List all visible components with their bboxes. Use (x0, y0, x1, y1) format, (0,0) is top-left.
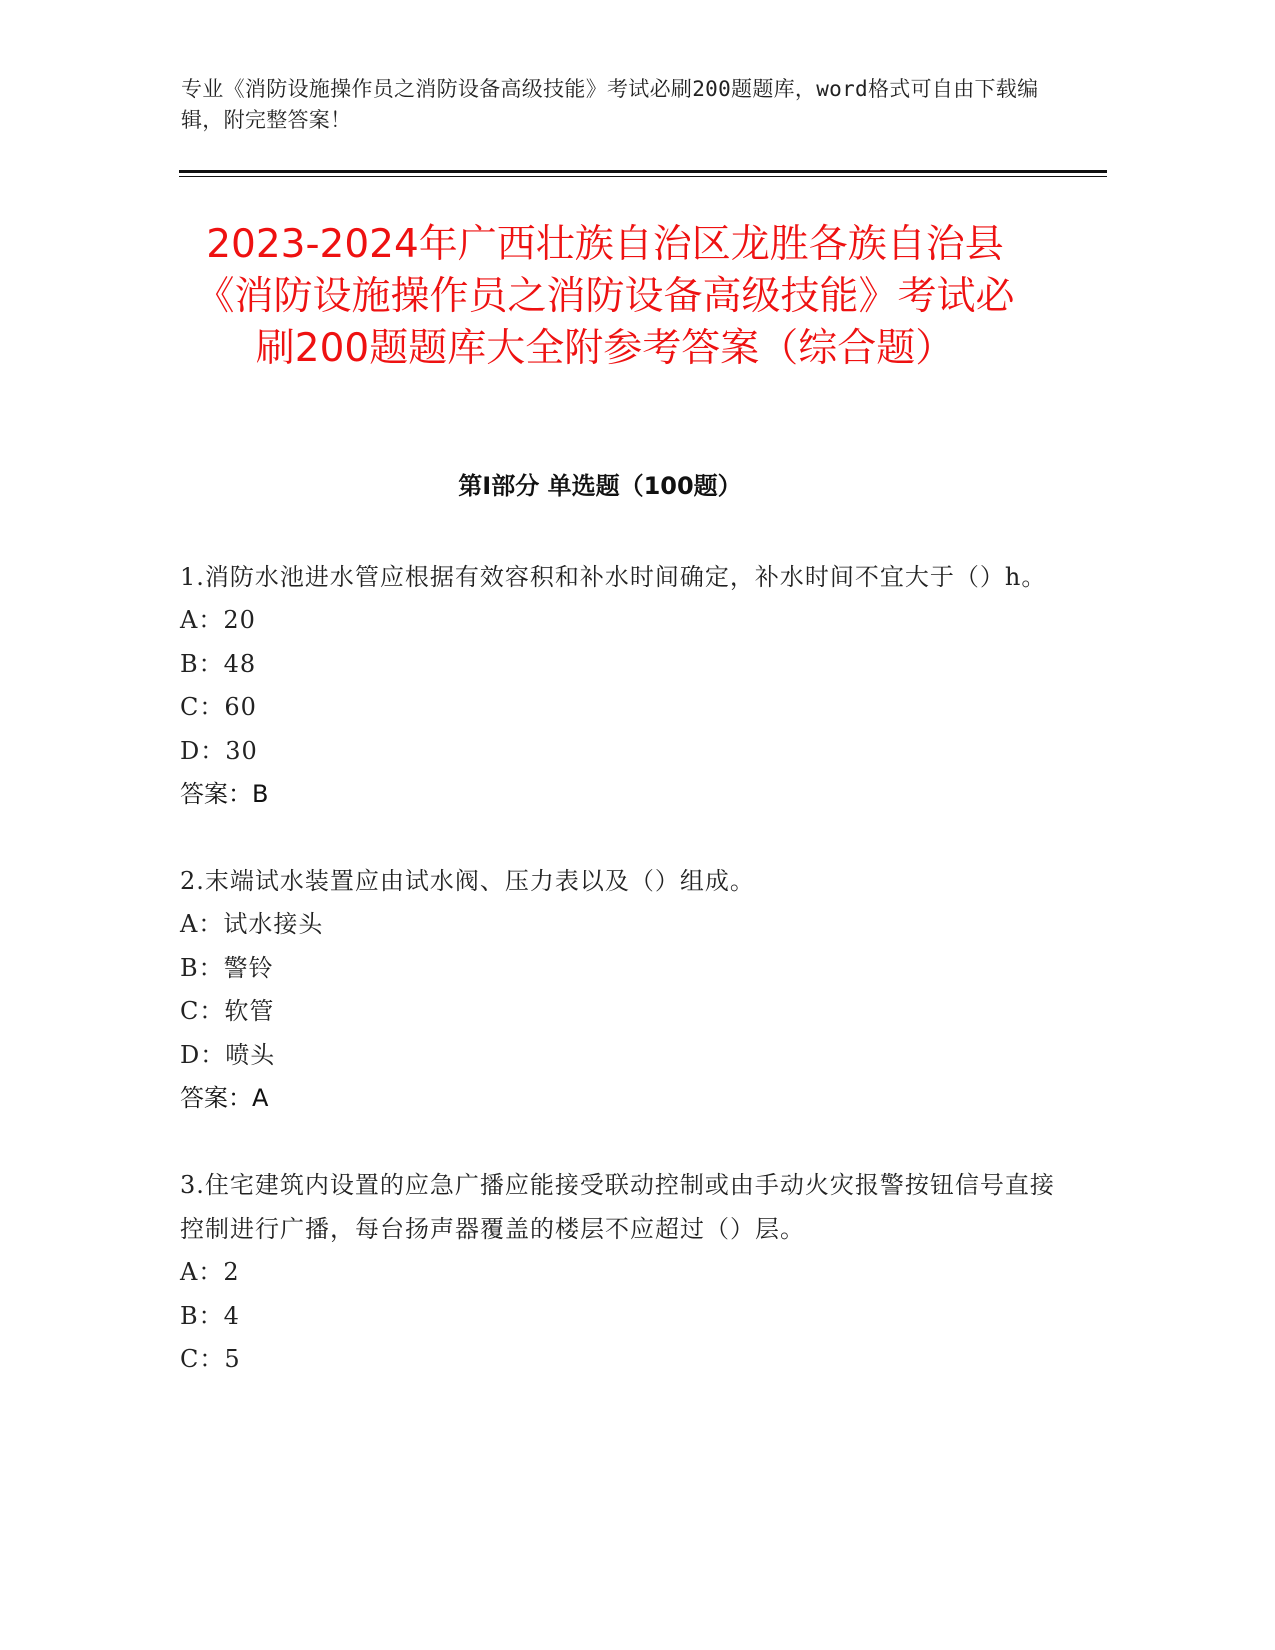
option-a: A：试水接头 (180, 910, 324, 938)
option-c: C：60 (180, 693, 257, 721)
question-stem: 2.末端试水装置应由试水阀、压力表以及（）组成。 (180, 867, 755, 895)
option-a: A：20 (180, 606, 256, 634)
option-b: B：4 (180, 1301, 240, 1330)
option-d: D：喷头 (180, 1040, 276, 1069)
header-divider-thin (179, 176, 1107, 177)
question-stem: 3.住宅建筑内设置的应急广播应能接受联动控制或由手动火灾报警按钮信号直接控制进行广播，每台扬声器覆盖的楼层不应超过（）层。 (180, 1171, 1055, 1243)
question-2 (180, 859, 1060, 1120)
question-1 (180, 555, 1060, 816)
question-3 (180, 1163, 1060, 1382)
option-c: C：5 (180, 1345, 241, 1373)
option-c: C：软管 (180, 997, 275, 1025)
answer-label: 答案：B (180, 780, 269, 808)
header-divider-thick (179, 170, 1107, 173)
document-title: 2023-2024年广西壮族自治区龙胜各族自治县《消防设施操作员之消防设备高级技能》考试必刷200题题库大全附参考答案（综合题） (195, 222, 1015, 371)
header-note: 专业《消防设施操作员之消防设备高级技能》考试必刷200题题库，word格式可自由下载编辑，附完整答案！ (181, 77, 1039, 132)
option-d: D：30 (180, 736, 258, 765)
option-b: B：警铃 (180, 953, 274, 982)
question-list (180, 555, 1060, 1425)
option-b: B：48 (180, 649, 257, 678)
question-stem: 1.消防水池进水管应根据有效容积和补水时间确定，补水时间不宜大于（）h。 (180, 563, 1047, 591)
answer-label: 答案：A (180, 1084, 269, 1112)
section-title: 第Ⅰ部分 单选题（100题） (458, 472, 742, 500)
option-a: A：2 (180, 1258, 240, 1286)
